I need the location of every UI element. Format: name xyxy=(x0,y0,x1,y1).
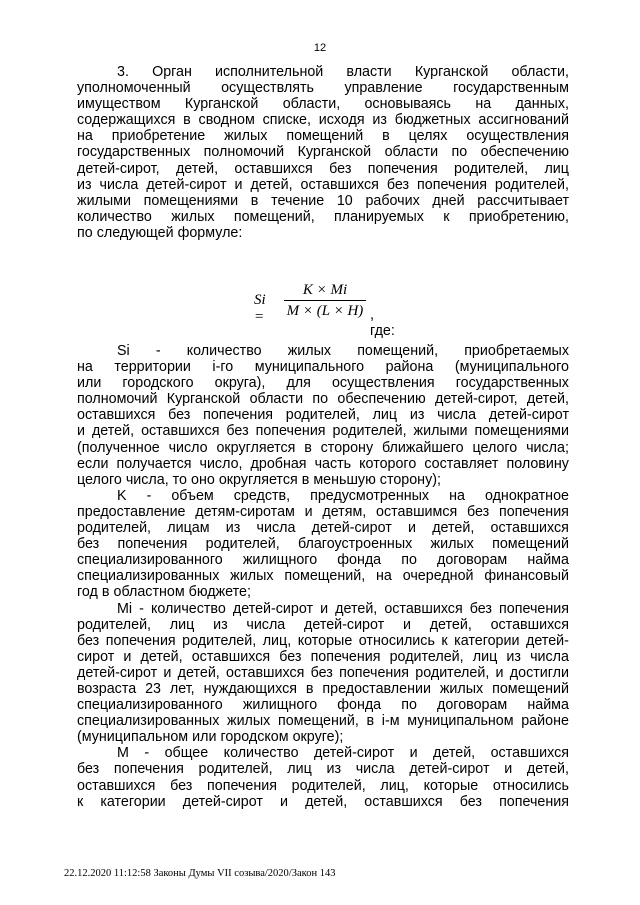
text-line: Si - количество жилых помещений, приобретаемых xyxy=(117,343,569,359)
text-line: количество жилых помещений, планируемых к приобретению, xyxy=(77,208,569,225)
text-line: возраста 23 лет, нуждающихся в предоставлении жилых помещений xyxy=(77,680,569,697)
text-line: K - объем средств, предусмотренных на однократное xyxy=(117,487,569,504)
text-line: целого числа, то оно округляется в меньшую сторону); xyxy=(77,471,441,488)
formula-fraction xyxy=(284,282,366,320)
text-line: родителей, лиц из числа детей-сирот и детей, оставшихся xyxy=(77,616,569,633)
text-line: специализированных жилых помещений, на очередной финансовый xyxy=(77,568,569,585)
page-number: 12 xyxy=(313,42,327,54)
text-line: содержащихся в сводном списке, исходя из бюджетных ассигнований xyxy=(77,112,569,129)
text-line: специализированного жилищного фонда по договорам найма xyxy=(77,552,569,569)
text-line: специализированного жилищного фонда по договорам найма xyxy=(77,697,569,714)
text-line: из числа детей-сирот и детей, оставшихся без попечения родителей, xyxy=(77,176,569,193)
text-line: Mi - количество детей-сирот и детей, оставшихся без попечения xyxy=(117,600,569,617)
text-line: детей-сирот, детей, оставшихся без попечения родителей, лиц xyxy=(77,160,569,177)
text-line: без попечения родителей, благоустроенных жилых помещений xyxy=(77,536,569,553)
text-line: жилыми помещениями в течение 10 рабочих дней рассчитывает xyxy=(77,192,569,209)
formula-denominator: M × (L × H) xyxy=(286,303,364,319)
text-line: предоставление детям-сиротам и детям, оставшимся без попечения xyxy=(77,503,569,520)
text-line: детей-сирот и детей, оставшихся без попечения родителей, и достигли xyxy=(77,664,569,681)
text-line: если получается число, дробная часть которого составляет половину xyxy=(77,455,569,472)
text-line: сирот и детей, оставшихся без попечения родителей, лиц из числа xyxy=(77,648,569,665)
text-line: уполномоченный осуществлять управление государственным xyxy=(77,80,569,97)
text-line: или городского округа), для осуществления государственных xyxy=(77,375,569,392)
text-line: к категории детей-сирот и детей, оставшихся без попечения xyxy=(77,793,569,810)
formula-lhs: Si = xyxy=(254,292,266,325)
text-line: специализированных жилых помещений, в i-м муниципальном районе xyxy=(77,713,569,730)
text-line: оставшихся без попечения родителей, лиц из числа детей-сирот xyxy=(77,407,569,424)
text-line: оставшихся без попечения родителей, лиц, которые относились xyxy=(77,777,569,794)
text-line: M - общее количество детей-сирот и детей, оставшихся xyxy=(117,745,569,762)
text-line: (муниципальном или городском округе); xyxy=(77,729,344,746)
text-line: (полученное число округляется в сторону ближайшего целого числа; xyxy=(77,439,569,456)
text-line: без попечения родителей, лиц из числа детей-сирот и детей, xyxy=(77,761,569,778)
text-line: полномочий Курганской области по обеспечению детей-сирот, детей, xyxy=(77,391,569,408)
text-line: на приобретение жилых помещений в целях осуществления xyxy=(77,128,569,145)
text-line: родителей, лицам из числа детей-сирот и детей, оставшихся xyxy=(77,520,569,537)
formula-tail: , где: xyxy=(370,307,395,339)
text-line: на территории i-го муниципального района (муниципального xyxy=(77,359,569,376)
text-line: имуществом Курганской области, основываясь на данных, xyxy=(77,96,569,113)
definitions-text xyxy=(77,343,569,810)
text-line: без попечения родителей, лиц, которые относились к категории детей- xyxy=(77,632,569,649)
text-line: 3. Орган исполнительной власти Курганской области, xyxy=(117,64,569,80)
footer-stamp: 22.12.2020 11:12:58 Законы Думы VII созыва/2020/Закон 143 xyxy=(64,868,336,879)
fraction-bar xyxy=(284,300,366,301)
text-line: и детей, оставшихся без попечения родителей, жилыми помещениями xyxy=(77,423,569,440)
paragraph-3-text xyxy=(77,64,569,241)
text-line: год в областном бюджете; xyxy=(77,584,251,601)
text-line: государственных полномочий Курганской области по обеспечению xyxy=(77,144,569,161)
text-line: по следующей формуле: xyxy=(77,224,243,241)
formula-numerator: K × Mi xyxy=(302,282,348,298)
